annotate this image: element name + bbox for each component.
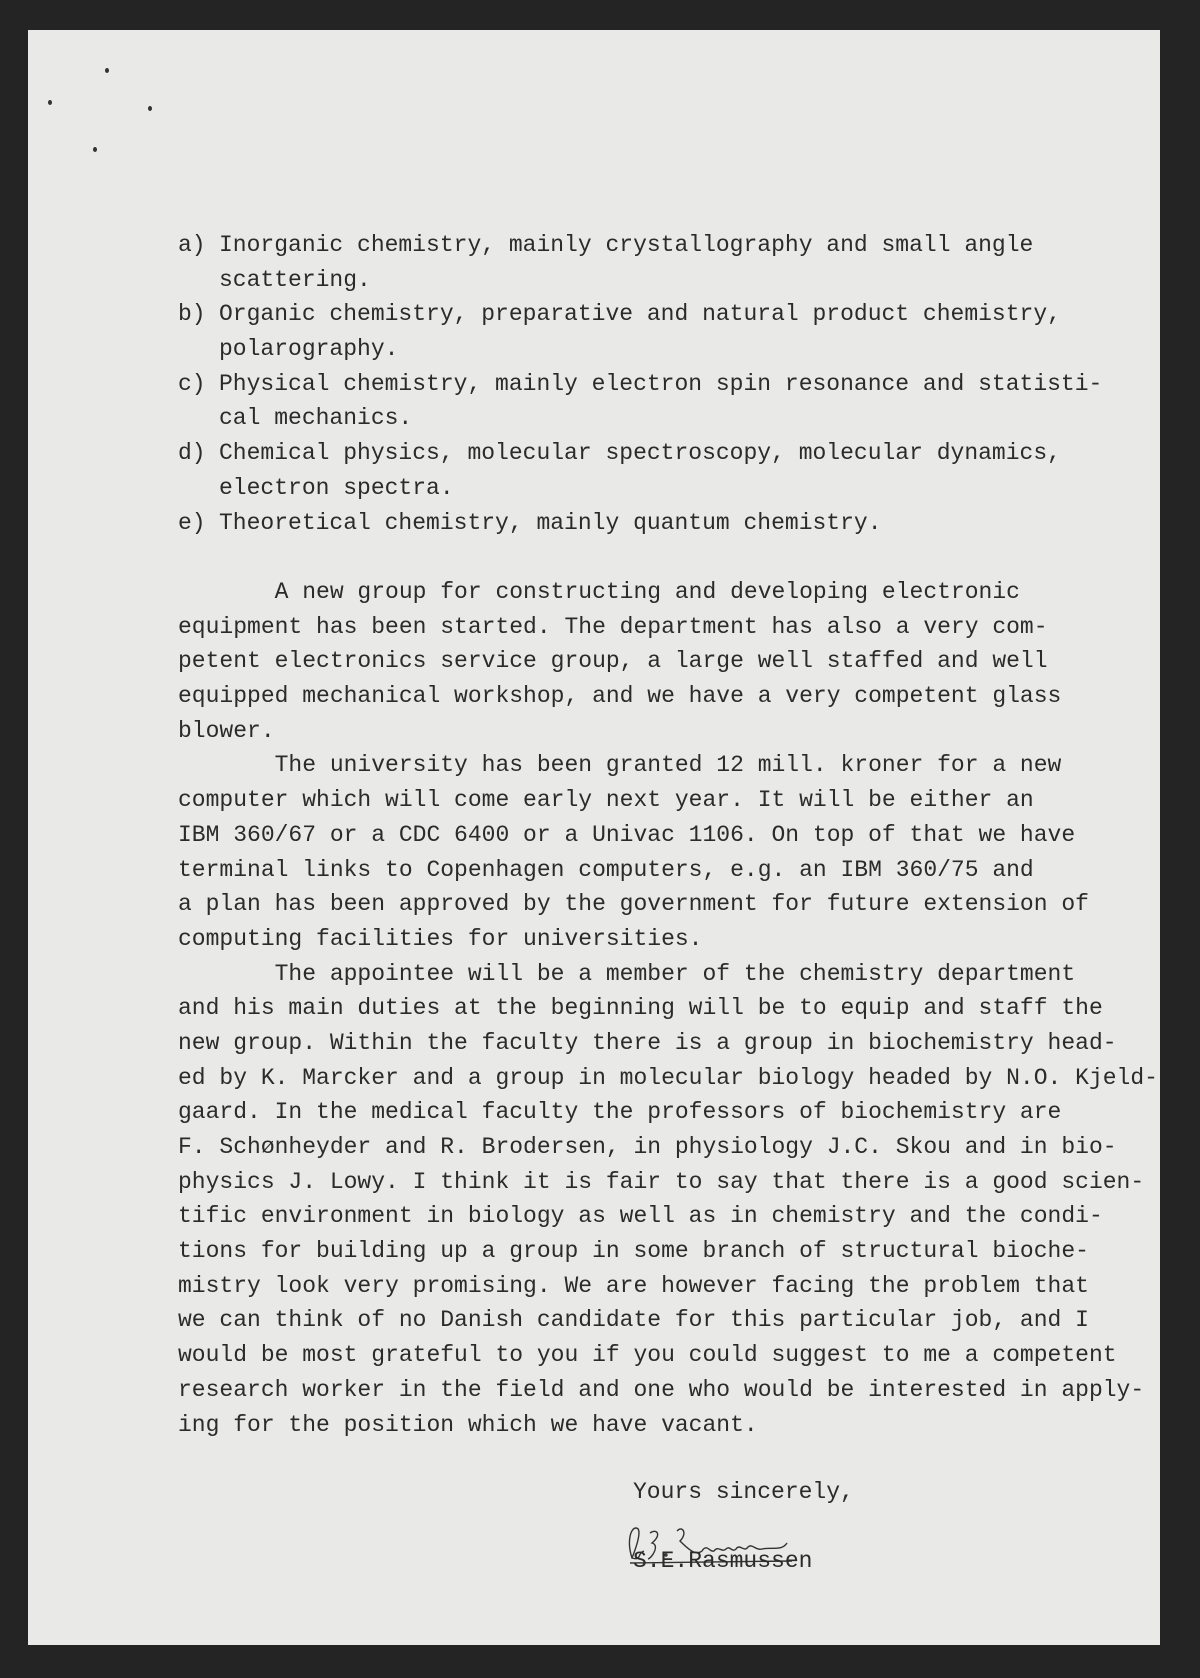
- body-line: The appointee will be a member of the chemistry department: [178, 960, 1076, 987]
- list-text: polarography.: [219, 336, 399, 363]
- body-line: new group. Within the faculty there is a group in biochemistry head-: [178, 1029, 1117, 1056]
- body-line: and his main duties at the beginning will be to equip and staff the: [178, 995, 1103, 1022]
- list-label: d): [178, 440, 206, 467]
- body-line: terminal links to Copenhagen computers, e.g. an IBM 360/75 and: [178, 856, 1034, 883]
- list-item: [178, 297, 1102, 332]
- body-line: computer which will come early next year. It will be either an: [178, 787, 1034, 814]
- body-line: physics J. Lowy. I think it is fair to say that there is a good scien-: [178, 1168, 1145, 1195]
- list-text: Chemical physics, molecular spectroscopy, molecular dynamics,: [219, 440, 1061, 467]
- body-line: The university has been granted 12 mill. kroner for a new: [178, 752, 1062, 779]
- body-line: computing facilities for universities.: [178, 925, 703, 952]
- body-line: equipment has been started. The department has also a very com-: [178, 613, 1048, 640]
- body-line: equipped mechanical workshop, and we have a very competent glass: [178, 683, 1062, 710]
- list-item: [178, 506, 1102, 541]
- punch-mark: [105, 68, 109, 73]
- closing: Yours sincerely,: [633, 1479, 854, 1505]
- list-label: c): [178, 370, 206, 397]
- punch-mark: [93, 147, 97, 152]
- body-line: IBM 360/67 or a CDC 6400 or a Univac 1106. On top of that we have: [178, 821, 1076, 848]
- list-label: b): [178, 301, 206, 328]
- body-line: A new group for constructing and developing electronic: [178, 579, 1020, 605]
- list-item: [178, 436, 1102, 471]
- list-item: [178, 228, 1102, 263]
- list-text: scattering.: [219, 266, 371, 293]
- body-line: tions for building up a group in some branch of structural bioche-: [178, 1238, 1089, 1265]
- punch-mark: [148, 106, 152, 111]
- punch-mark: [48, 100, 52, 105]
- letter-body: [178, 575, 1158, 1442]
- list-text: Physical chemistry, mainly electron spin resonance and statisti-: [219, 370, 1103, 397]
- body-line: ed by K. Marcker and a group in molecular biology headed by N.O. Kjeld-: [178, 1064, 1158, 1091]
- body-line: tific environment in biology as well as in chemistry and the condi-: [178, 1203, 1103, 1230]
- list-text: Inorganic chemistry, mainly crystallography and small angle: [219, 232, 1034, 258]
- signer-name: S.E.Rasmussen: [633, 1548, 813, 1574]
- list-label: a): [178, 232, 206, 258]
- body-line: would be most grateful to you if you could suggest to me a competent: [178, 1342, 1117, 1369]
- body-line: ing for the position which we have vacant.: [178, 1411, 758, 1438]
- body-line: F. Schønheyder and R. Brodersen, in physiology J.C. Skou and in bio-: [178, 1134, 1117, 1160]
- research-areas-list: [178, 228, 1102, 540]
- list-text: electron spectra.: [219, 474, 454, 501]
- body-line: mistry look very promising. We are however facing the problem that: [178, 1272, 1089, 1299]
- body-line: research worker in the field and one who would be interested in apply-: [178, 1376, 1145, 1403]
- body-line: gaard. In the medical faculty the professors of biochemistry are: [178, 1099, 1062, 1126]
- list-text: Theoretical chemistry, mainly quantum chemistry.: [219, 509, 882, 536]
- list-text: cal mechanics.: [219, 405, 413, 432]
- body-line: a plan has been approved by the government for future extension of: [178, 891, 1089, 918]
- list-item: [178, 367, 1102, 402]
- body-line: we can think of no Danish candidate for this particular job, and I: [178, 1307, 1089, 1334]
- list-text: Organic chemistry, preparative and natural product chemistry,: [219, 301, 1061, 328]
- list-label: e): [178, 509, 206, 536]
- body-line: petent electronics service group, a large well staffed and well: [178, 648, 1048, 675]
- body-line: blower.: [178, 717, 275, 744]
